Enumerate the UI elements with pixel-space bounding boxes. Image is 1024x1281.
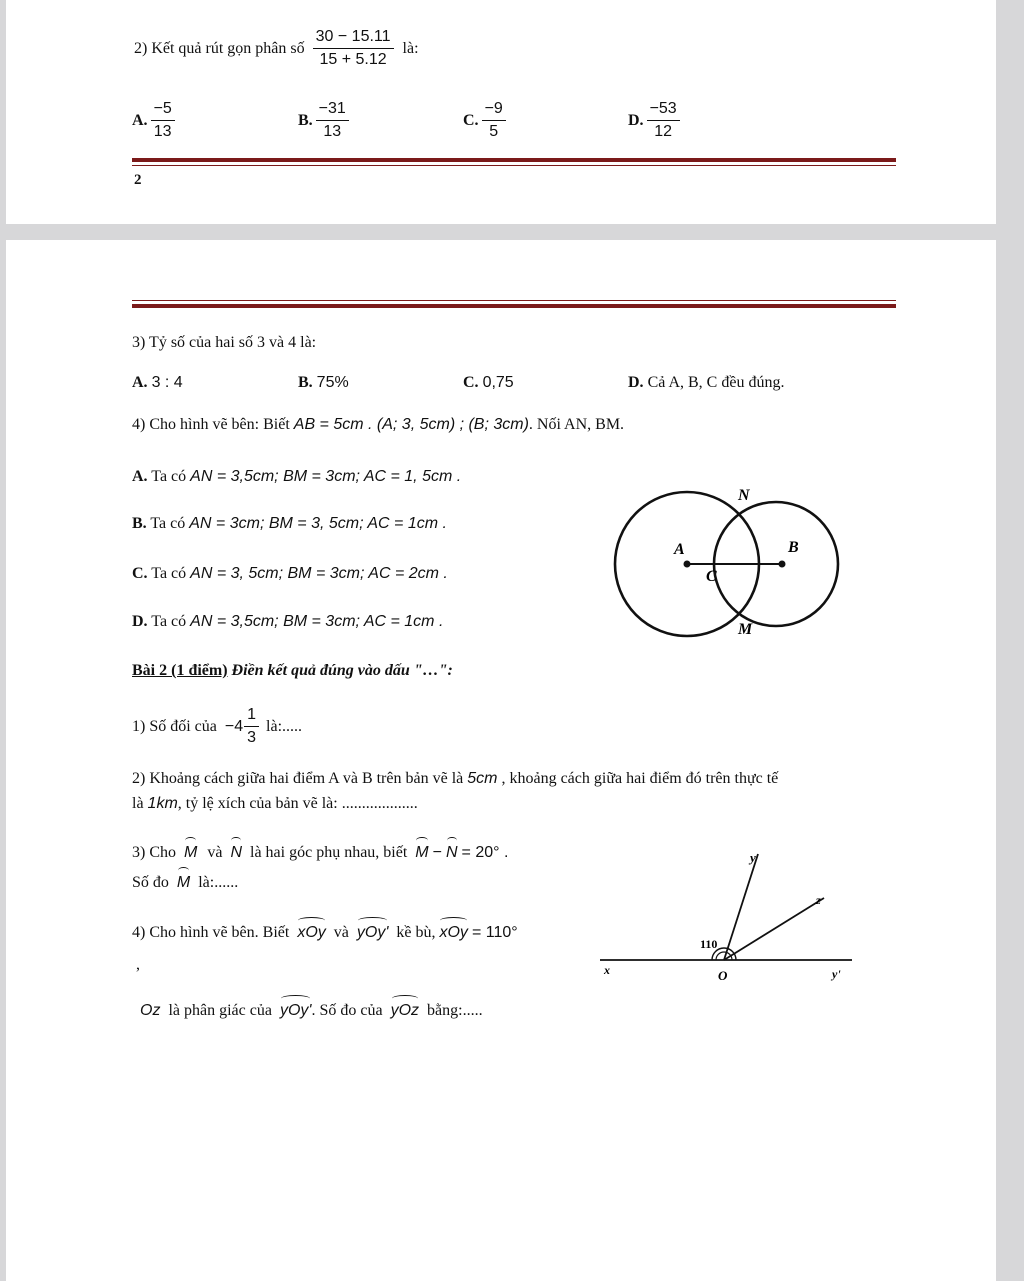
q2-intro: 2) Kết quả rút gọn phân số	[134, 39, 305, 57]
bai-2-heading: Bài 2 (1 điểm) Điền kết quả đúng vào dấu "…":	[132, 662, 453, 679]
question-3: 3) Tỷ số của hai số 3 và 4 là:	[132, 334, 317, 351]
label-x: x	[604, 963, 610, 977]
page-number: 2	[134, 172, 142, 188]
bai2-q1: 1) Số đối của −4 $\frac{1}{3}$ là:.....	[132, 706, 303, 746]
page-2	[6, 240, 996, 1281]
label-110: 110	[700, 937, 718, 951]
q2-suffix: là:	[402, 39, 419, 57]
label-z: z	[816, 893, 821, 907]
q4-option-d: D. Ta có AN = 3,5cm; BM = 3cm; AC = 1cm .	[132, 613, 444, 630]
q2-option-b: B. $\frac{-31}{13}$	[298, 100, 352, 141]
label-y-prime: y'	[832, 967, 841, 981]
q3-option-d: D. Cả A, B, C đều đúng.	[628, 374, 785, 391]
label-m: M	[738, 621, 753, 638]
footer-rule	[132, 158, 896, 162]
label-n: N	[738, 487, 750, 504]
bai2-q4: 4) Cho hình vẽ bên. Biết xOy và yOy' kề bù, xOy = 110°	[132, 924, 518, 941]
bai2-q5: Oz là phân giác của yOy'. Số đo của yOz bằng:.....	[140, 1002, 483, 1019]
ray-oy	[724, 854, 758, 960]
question-2-fraction	[134, 28, 419, 69]
q2-option-c: C. $\frac{-9}{5}$	[463, 100, 509, 141]
q2-option-a: A. $\frac{-5}{13}$	[132, 100, 178, 141]
label-y: y	[750, 850, 756, 865]
header-rule	[132, 304, 896, 308]
bai2-q2-line1: 2) Khoảng cách giữa hai điểm A và B trên bản vẽ là 5cm , khoảng cách giữa hai điểm đó trên thực tế	[132, 770, 779, 787]
circles-figure	[606, 482, 866, 652]
q4-option-b: B. Ta có AN = 3cm; BM = 3, 5cm; AC = 1cm .	[132, 515, 447, 532]
q2-fraction: $\frac{30 - 15.11}{15 + 5.12}$	[313, 28, 394, 69]
q4-option-a: A. Ta có AN = 3,5cm; BM = 3cm; AC = 1, 5cm .	[132, 468, 462, 485]
point-a	[684, 561, 691, 568]
bai2-q2-line2: là 1km, tỷ lệ xích của bản vẽ là: ...................	[132, 795, 418, 812]
ray-oz	[724, 898, 824, 960]
q2-option-d: D. $\frac{-53}{12}$	[628, 100, 683, 141]
header-rule-thin	[132, 300, 896, 301]
q3-option-c: C. 0,75	[463, 374, 514, 391]
point-b	[779, 561, 786, 568]
label-o: O	[718, 968, 728, 983]
question-4: 4) Cho hình vẽ bên: Biết AB = 5cm . (A; 3, 5cm) ; (B; 3cm). Nối AN, BM.	[132, 416, 625, 433]
label-b: B	[788, 539, 799, 556]
label-a: A	[674, 541, 685, 558]
bai2-q3-line1: 3) Cho M và N là hai góc phụ nhau, biết M − N = 20° .	[132, 844, 509, 861]
footer-rule-thin	[132, 165, 896, 166]
q4-option-c: C. Ta có AN = 3, 5cm; BM = 3cm; AC = 2cm .	[132, 565, 448, 582]
stray-comma: ,	[136, 956, 140, 973]
angle-figure	[590, 846, 860, 986]
label-c: C	[706, 568, 717, 585]
page-1	[6, 0, 996, 224]
q3-option-b: B. 75%	[298, 374, 349, 391]
bai2-q3-line2: Số đo M là:......	[132, 874, 239, 891]
q3-option-a: A. 3 : 4	[132, 374, 183, 391]
